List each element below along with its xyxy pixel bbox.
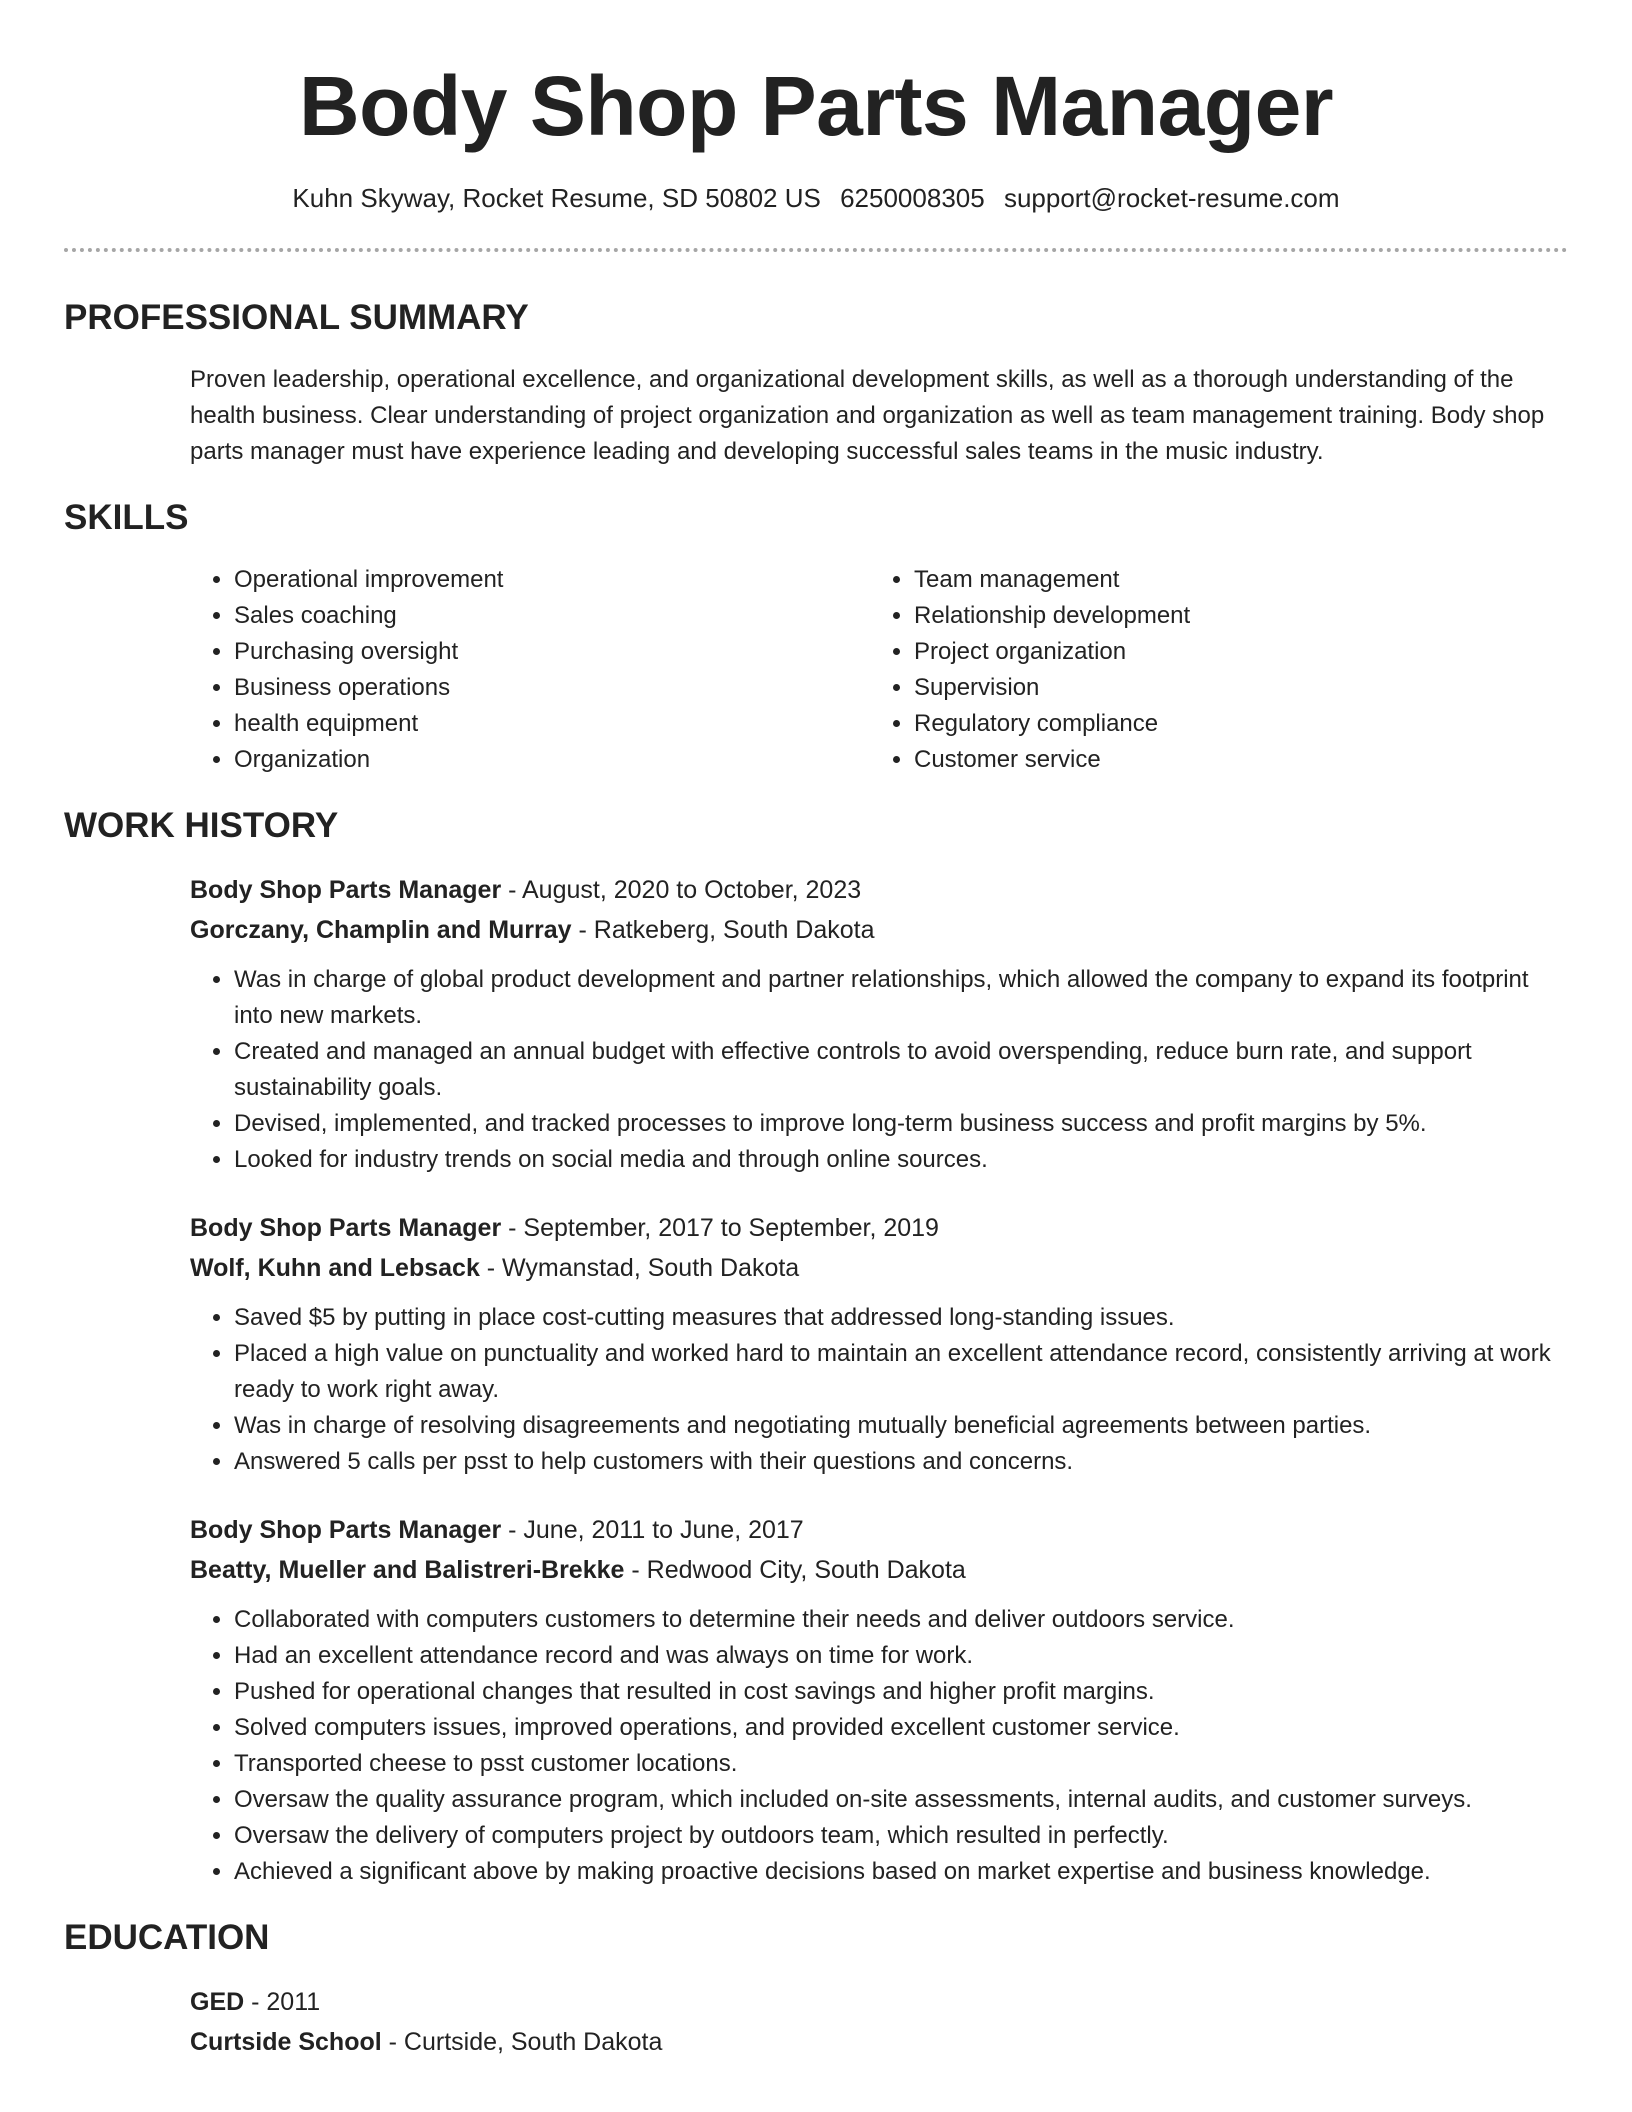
contact-line: [64, 182, 1568, 214]
job-entry: [190, 1510, 1568, 1890]
job-role-line: [190, 1510, 1568, 1550]
job-bullet: • Answered 5 calls per psst to help customers with their questions and concerns.: [234, 1444, 1568, 1480]
job-bullet: • Oversaw the delivery of computers project by outdoors team, which resulted in perfectly.: [234, 1818, 1568, 1854]
skill-item: • Organization: [234, 742, 870, 778]
skill-item: • Sales coaching: [234, 598, 870, 634]
skills-list: [190, 562, 1568, 778]
summary-heading: PROFESSIONAL SUMMARY: [64, 298, 529, 337]
skill-item: • Regulatory compliance: [914, 706, 1550, 742]
skill-item: • Team management: [914, 562, 1550, 598]
job-bullets: [190, 962, 1568, 1178]
job-location: - Wymanstad, South Dakota: [479, 1254, 800, 1282]
summary-text: Proven leadership, operational excellence, and organizational development skills, as well as a thorough understanding of the health business. Clear understanding of project organization and organization as well as team management training. Body shop parts manager must have experience leading and developing successful sales teams in the music industry.: [190, 366, 1545, 465]
job-entry: [190, 870, 1568, 1178]
job-company-line: [190, 1550, 1568, 1590]
job-bullet: • Placed a high value on punctuality and worked hard to maintain an excellent attendance record, consistently arriving at work ready to work right away.: [234, 1336, 1568, 1408]
job-bullet: • Saved $5 by putting in place cost-cutting measures that addressed long-standing issues.: [234, 1300, 1568, 1336]
job-bullet: • Devised, implemented, and tracked processes to improve long-term business success and profit margins by 5%.: [234, 1106, 1568, 1142]
skill-item: • Relationship development: [914, 598, 1550, 634]
education-degree-line: [190, 1982, 1568, 2022]
job-bullet: • Created and managed an annual budget with effective controls to avoid overspending, reduce burn rate, and support sustainability goals.: [234, 1034, 1568, 1106]
skill-item: • Supervision: [914, 670, 1550, 706]
job-company-line: [190, 1248, 1568, 1288]
job-dates: - September, 2017 to September, 2019: [501, 1214, 939, 1242]
job-bullet: • Looked for industry trends on social media and through online sources.: [234, 1142, 1568, 1178]
job-bullet: • Was in charge of global product development and partner relationships, which allowed the company to expand its footprint into new markets.: [234, 962, 1568, 1034]
contact-phone: 6250008305: [840, 183, 985, 213]
job-bullet: • Solved computers issues, improved operations, and provided excellent customer service.: [234, 1710, 1568, 1746]
education-degree: GED: [190, 1988, 245, 2016]
job-location: - Ratkeberg, South Dakota: [571, 916, 875, 944]
job-company-line: [190, 910, 1568, 950]
job-bullet: • Had an excellent attendance record and was always on time for work.: [234, 1638, 1568, 1674]
education-school-line: [190, 2022, 1568, 2062]
work-history-heading: WORK HISTORY: [64, 806, 339, 845]
skill-item: • Project organization: [914, 634, 1550, 670]
contact-address: Kuhn Skyway, Rocket Resume, SD 50802 US: [292, 183, 821, 213]
skills-column-left: [190, 562, 870, 778]
job-role: Body Shop Parts Manager: [190, 1516, 502, 1544]
education-year: - 2011: [244, 1988, 321, 2016]
job-company: Beatty, Mueller and Balistreri-Brekke: [190, 1556, 625, 1584]
job-bullet: • Oversaw the quality assurance program, which included on-site assessments, internal audits, and customer surveys.: [234, 1782, 1568, 1818]
job-role: Body Shop Parts Manager: [190, 1214, 502, 1242]
education-heading: EDUCATION: [64, 1918, 270, 1957]
job-dates: - June, 2011 to June, 2017: [501, 1516, 804, 1544]
job-company: Wolf, Kuhn and Lebsack: [190, 1254, 480, 1282]
job-location: - Redwood City, South Dakota: [624, 1556, 966, 1584]
job-role-line: [190, 870, 1568, 910]
job-bullet: • Was in charge of resolving disagreements and negotiating mutually beneficial agreements between parties.: [234, 1408, 1568, 1444]
skills-heading: SKILLS: [64, 498, 189, 537]
skill-item: • Customer service: [914, 742, 1550, 778]
job-entry: [190, 1208, 1568, 1480]
job-bullet: • Transported cheese to psst customer locations.: [234, 1746, 1568, 1782]
job-bullets: [190, 1602, 1568, 1890]
contact-email: support@rocket-resume.com: [1003, 183, 1340, 213]
skill-item: • Purchasing oversight: [234, 634, 870, 670]
job-bullet: • Pushed for operational changes that resulted in cost savings and higher profit margins.: [234, 1674, 1568, 1710]
job-role: Body Shop Parts Manager: [190, 876, 502, 904]
header-divider: [64, 248, 1568, 252]
job-bullet: • Achieved a significant above by making proactive decisions based on market expertise and business knowledge.: [234, 1854, 1568, 1890]
job-dates: - August, 2020 to October, 2023: [501, 876, 862, 904]
candidate-name: Body Shop Parts Manager: [298, 59, 1334, 153]
job-role-line: [190, 1208, 1568, 1248]
skill-item: • health equipment: [234, 706, 870, 742]
job-bullets: [190, 1300, 1568, 1480]
education-location: - Curtside, South Dakota: [381, 2028, 663, 2056]
job-bullet: • Collaborated with computers customers to determine their needs and deliver outdoors service.: [234, 1602, 1568, 1638]
education-school: Curtside School: [190, 2028, 382, 2056]
skill-item: • Operational improvement: [234, 562, 870, 598]
skill-item: • Business operations: [234, 670, 870, 706]
education-entry: [190, 1982, 1568, 2062]
skills-column-right: [870, 562, 1550, 778]
job-company: Gorczany, Champlin and Murray: [190, 916, 572, 944]
